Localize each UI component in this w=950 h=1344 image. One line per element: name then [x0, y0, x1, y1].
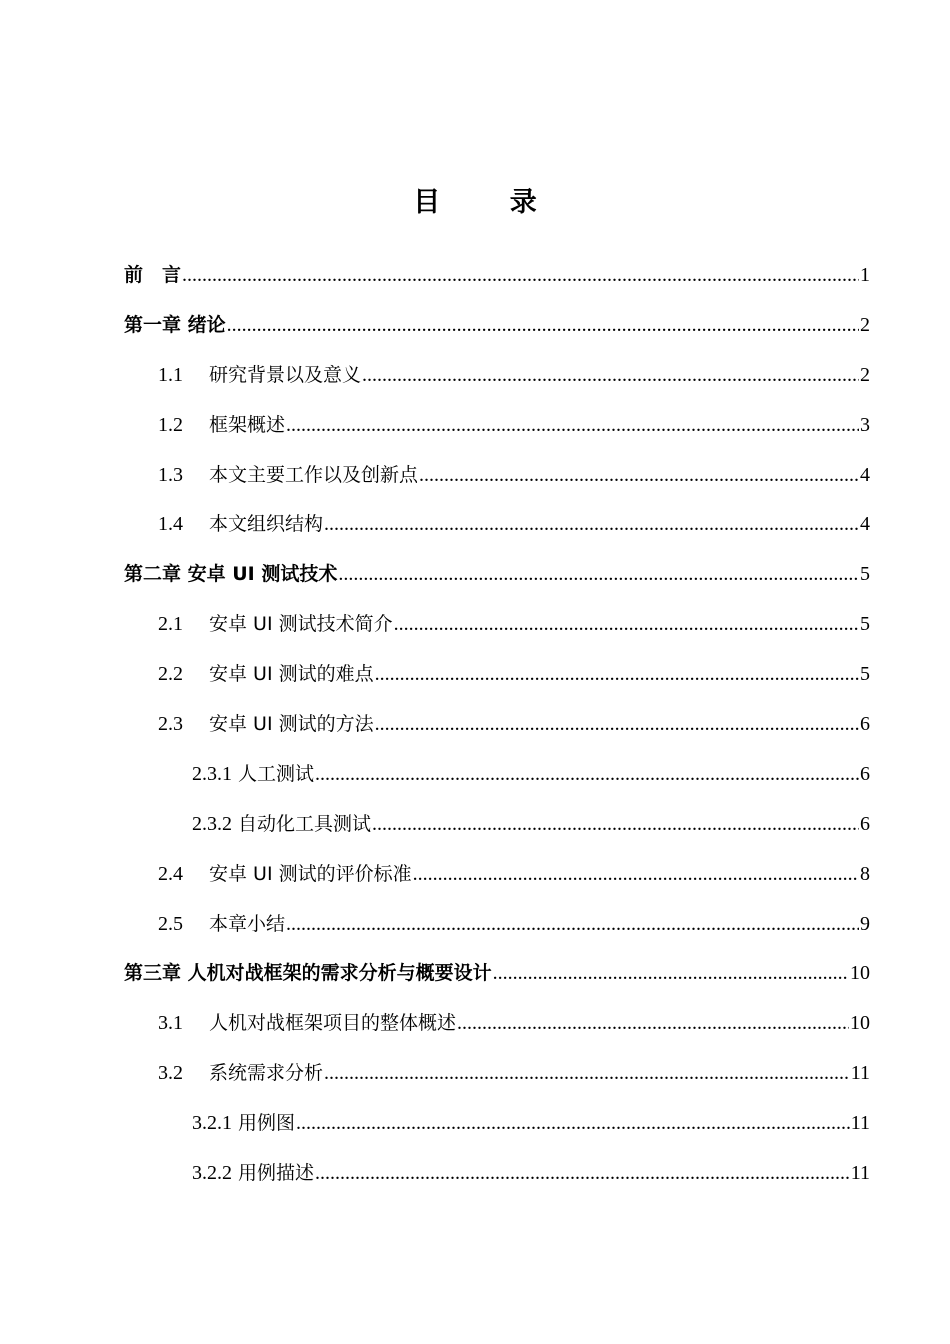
toc-entry-text: 本文组织结构: [209, 513, 324, 536]
toc-section-number: 3.1: [158, 1012, 183, 1035]
dot-leader: [413, 850, 859, 900]
table-of-contents: [124, 251, 870, 1199]
toc-entry[interactable]: [124, 351, 870, 401]
toc-section-number: 2.1: [158, 613, 183, 636]
toc-entry-text: 人机对战框架项目的整体概述: [209, 1012, 457, 1035]
toc-entry-text: 人工测试: [238, 762, 315, 785]
toc-section-number: 3.2.1: [192, 1112, 232, 1135]
toc-entry-text: 安卓 UI 测试的方法: [209, 713, 374, 736]
toc-entry[interactable]: [124, 600, 870, 650]
toc-entry[interactable]: [124, 999, 870, 1049]
toc-section-number: 2.3.2: [192, 812, 232, 835]
dot-leader: [493, 949, 849, 999]
toc-page-number: 4: [860, 513, 870, 536]
toc-entry[interactable]: [124, 401, 870, 451]
toc-entry[interactable]: [124, 650, 870, 700]
toc-page-number: 6: [860, 812, 870, 835]
toc-entry-text: 用例描述: [238, 1162, 315, 1185]
toc-entry[interactable]: [124, 1149, 870, 1199]
toc-page-number: 4: [860, 463, 870, 486]
toc-entry-text: 第三章 人机对战框架的需求分析与概要设计: [124, 962, 492, 985]
toc-entry-text: 本文主要工作以及创新点: [209, 463, 419, 486]
toc-section-number: 1.3: [158, 463, 183, 486]
toc-section-number: 2.2: [158, 663, 183, 686]
toc-entry[interactable]: [124, 500, 870, 550]
toc-page-number: 10: [850, 1012, 870, 1035]
toc-page-number: 11: [850, 1062, 870, 1085]
toc-entry-text: 前 言: [124, 264, 182, 286]
toc-page-number: 11: [850, 1112, 870, 1135]
toc-entry-text: 本章小结: [209, 912, 286, 935]
toc-section-number: 1.1: [158, 363, 183, 386]
toc-section-number: 2.3: [158, 713, 183, 736]
dot-leader: [419, 451, 859, 501]
toc-entry-text: 第一章 绪论: [124, 313, 226, 336]
toc-entry[interactable]: [124, 301, 870, 351]
toc-section-number: 3.2: [158, 1062, 183, 1085]
dot-leader: [375, 650, 859, 700]
toc-page-number: 11: [850, 1162, 870, 1185]
dot-leader: [315, 1149, 850, 1199]
toc-page-number: 8: [860, 862, 870, 885]
dot-leader: [286, 401, 859, 451]
toc-page-number: 2: [860, 363, 870, 386]
toc-page-number: 3: [860, 413, 870, 436]
toc-entry[interactable]: [124, 251, 870, 301]
dot-leader: [315, 750, 859, 800]
dot-leader: [372, 800, 859, 850]
toc-entry-text: 系统需求分析: [209, 1062, 324, 1085]
toc-page-number: 10: [850, 962, 870, 985]
toc-page-number: 6: [860, 762, 870, 785]
toc-section-number: 2.5: [158, 912, 183, 935]
toc-section-number: 2.3.1: [192, 762, 232, 785]
toc-entry-text: 用例图: [238, 1112, 296, 1135]
dot-leader: [296, 1099, 850, 1149]
toc-entry[interactable]: [124, 550, 870, 600]
dot-leader: [362, 351, 859, 401]
dot-leader: [324, 500, 859, 550]
toc-entry[interactable]: [124, 900, 870, 950]
toc-page-number: 1: [860, 264, 870, 286]
toc-section-number: 3.2.2: [192, 1162, 232, 1185]
toc-entry[interactable]: [124, 949, 870, 999]
toc-entry[interactable]: [124, 800, 870, 850]
dot-leader: [286, 900, 859, 950]
toc-entry[interactable]: [124, 750, 870, 800]
dot-leader: [324, 1049, 850, 1099]
dot-leader: [182, 251, 859, 301]
dot-leader: [394, 600, 859, 650]
toc-page-number: 9: [860, 912, 870, 935]
dot-leader: [338, 550, 859, 600]
toc-entry-text: 研究背景以及意义: [209, 363, 362, 386]
toc-entry-text: 第二章 安卓 UI 测试技术: [124, 563, 338, 586]
toc-entry-text: 自动化工具测试: [238, 812, 372, 835]
toc-entry-text: 安卓 UI 测试的评价标准: [209, 862, 412, 885]
toc-entry[interactable]: [124, 1099, 870, 1149]
toc-section-number: 1.4: [158, 513, 183, 536]
toc-entry[interactable]: [124, 451, 870, 501]
toc-section-number: 1.2: [158, 413, 183, 436]
toc-entry[interactable]: [124, 850, 870, 900]
toc-section-number: 2.4: [158, 862, 183, 885]
toc-page-number: 6: [860, 713, 870, 736]
toc-entry-text: 安卓 UI 测试的难点: [209, 663, 374, 686]
toc-page-number: 5: [860, 563, 870, 586]
toc-entry-text: 安卓 UI 测试技术简介: [209, 613, 393, 636]
toc-entry-text: 框架概述: [209, 413, 286, 436]
page-title: 目 录: [413, 187, 567, 218]
toc-entry[interactable]: [124, 700, 870, 750]
toc-entry[interactable]: [124, 1049, 870, 1099]
dot-leader: [375, 700, 859, 750]
toc-page-number: 2: [860, 313, 870, 336]
dot-leader: [227, 301, 859, 351]
toc-page-number: 5: [860, 613, 870, 636]
toc-page-number: 5: [860, 663, 870, 686]
dot-leader: [457, 999, 849, 1049]
